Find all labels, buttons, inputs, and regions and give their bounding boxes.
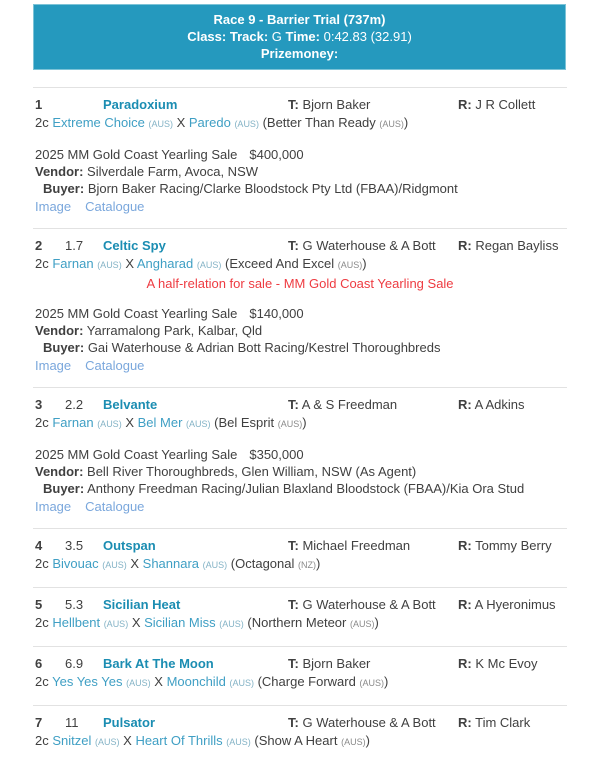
sale-price: $140,000: [249, 306, 304, 321]
rider-name: A Hyeronimus: [474, 597, 556, 612]
horse-name-link[interactable]: Celtic Spy: [103, 238, 166, 253]
entry-header-row: [35, 396, 565, 413]
horse-number: 5: [35, 597, 43, 612]
rider-name: Tommy Berry: [475, 538, 552, 553]
damsire-country-tag: (NZ): [298, 560, 317, 570]
sale-line: [35, 305, 565, 322]
damsire-country-tag: (AUS): [277, 419, 303, 429]
damsire: (Bel Esprit: [214, 415, 275, 430]
vendor-line: [35, 463, 565, 480]
sire-country-tag: (AUS): [97, 419, 122, 429]
horse-number: 6: [35, 656, 43, 671]
results-list: [33, 87, 567, 764]
dam-link[interactable]: Paredo: [188, 115, 231, 130]
age-sex: 2c: [35, 115, 49, 130]
rider-name: Regan Bayliss: [475, 238, 559, 253]
horse-margin: [65, 96, 103, 113]
dam-country-tag: (AUS): [229, 678, 254, 688]
age-sex: 2c: [35, 733, 49, 748]
rider-label: R:: [458, 656, 472, 671]
rider-label: R:: [458, 597, 472, 612]
horse-margin: 2.2: [65, 397, 84, 412]
vendor-name: Silverdale Farm, Avoca, NSW: [87, 164, 259, 179]
horse-name-link[interactable]: Paradoxium: [103, 97, 178, 112]
track-value: G: [271, 29, 282, 44]
damsire-country-tag: (AUS): [359, 678, 384, 688]
trainer-label: T:: [288, 538, 299, 553]
age-sex: 2c: [35, 556, 49, 571]
sale-name: 2025 MM Gold Coast Yearling Sale: [35, 447, 238, 462]
age-sex: 2c: [35, 415, 49, 430]
image-link[interactable]: Image: [35, 499, 72, 514]
horse-number: 3: [35, 397, 43, 412]
sire-link[interactable]: Farnan: [52, 415, 94, 430]
dam-link[interactable]: Sicilian Miss: [144, 615, 216, 630]
rider-name: A Adkins: [474, 397, 525, 412]
damsire-country-tag: (AUS): [379, 119, 404, 129]
time-value: 0:42.83 (32.91): [323, 29, 412, 44]
trainer-label: T:: [288, 715, 299, 730]
horse-entry: [33, 387, 567, 528]
horse-name-link[interactable]: Belvante: [103, 397, 158, 412]
damsire-close-paren: ): [302, 415, 307, 430]
vendor-line: [35, 163, 565, 180]
damsire-country-tag: (AUS): [341, 737, 366, 747]
age-sex: 2c: [35, 615, 49, 630]
trainer-cell: [288, 596, 458, 613]
horse-entry: [33, 646, 567, 705]
trainer-name: G Waterhouse & A Bott: [302, 597, 436, 612]
horse-name-link[interactable]: Outspan: [103, 538, 156, 553]
vendor-label: Vendor:: [35, 323, 84, 338]
trainer-cell: [288, 96, 458, 113]
entry-header-row: [35, 596, 565, 613]
trainer-name: A & S Freedman: [301, 397, 398, 412]
damsire-country-tag: (AUS): [337, 260, 363, 270]
rider-label: R:: [458, 397, 472, 412]
entry-header-row: [35, 714, 565, 731]
horse-entry: [33, 587, 567, 646]
buyer-label: Buyer:: [43, 481, 85, 496]
pedigree-line: [35, 732, 565, 751]
buyer-name: Anthony Freedman Racing/Julian Blaxland Bloodstock (FBAA)/Kia Ora Stud: [87, 481, 525, 496]
trainer-name: Michael Freedman: [302, 538, 411, 553]
horse-entry: [33, 87, 567, 228]
trainer-name: Bjorn Baker: [302, 656, 371, 671]
vendor-name: Bell River Thoroughbreds, Glen William, NSW (As Agent): [87, 464, 417, 479]
sire-link[interactable]: Farnan: [52, 256, 94, 271]
buyer-label: Buyer:: [43, 181, 85, 196]
sale-price: $350,000: [249, 447, 304, 462]
sire-link[interactable]: Yes Yes Yes: [52, 674, 123, 689]
trainer-cell: [288, 396, 458, 413]
sale-note-link[interactable]: A half-relation for sale - MM Gold Coast Yearling Sale: [146, 276, 454, 291]
horse-entry: [33, 705, 567, 764]
trainer-cell: [288, 714, 458, 731]
cross-separator: X: [130, 556, 140, 571]
dam-link[interactable]: Heart Of Thrills: [135, 733, 223, 748]
pedigree-line: [35, 614, 565, 633]
damsire: (Show A Heart: [254, 733, 338, 748]
sale-name: 2025 MM Gold Coast Yearling Sale: [35, 306, 238, 321]
sire-country-tag: (AUS): [148, 119, 173, 129]
age-sex: 2c: [35, 256, 49, 271]
image-link[interactable]: Image: [35, 199, 72, 214]
trainer-cell: [288, 537, 458, 554]
horse-name-link[interactable]: Pulsator: [103, 715, 156, 730]
damsire-close-paren: ): [316, 556, 321, 571]
document-links: [35, 498, 565, 515]
damsire: (Charge Forward: [257, 674, 356, 689]
buyer-line: [35, 480, 565, 497]
rider-label: R:: [458, 715, 472, 730]
rider-cell: [458, 396, 565, 413]
trainer-name: G Waterhouse & A Bott: [302, 715, 436, 730]
catalogue-link[interactable]: Catalogue: [85, 199, 145, 214]
dam-link[interactable]: Moonchild: [166, 674, 226, 689]
race-header-banner: [33, 4, 566, 70]
horse-margin: 11: [65, 715, 79, 730]
time-label: Time:: [285, 29, 320, 44]
sale-name: 2025 MM Gold Coast Yearling Sale: [35, 147, 238, 162]
entry-header-row: [35, 537, 565, 554]
trainer-label: T:: [288, 238, 299, 253]
rider-cell: [458, 714, 565, 731]
dam-country-tag: (AUS): [196, 260, 222, 270]
horse-number: 1: [35, 97, 43, 112]
cross-separator: X: [125, 415, 134, 430]
class-label: Class:: [187, 29, 227, 44]
damsire-country-tag: (AUS): [349, 619, 375, 629]
pedigree-line: [35, 673, 565, 692]
buyer-name: Bjorn Baker Racing/Clarke Bloodstock Pty Ltd (FBAA)/Ridgmont: [87, 181, 458, 196]
document-links: [35, 357, 565, 374]
vendor-label: Vendor:: [35, 464, 84, 479]
sale-price: $400,000: [249, 147, 304, 162]
rider-cell: [458, 237, 565, 254]
sire-link[interactable]: Hellbent: [52, 615, 101, 630]
sire-link[interactable]: Extreme Choice: [52, 115, 145, 130]
dam-link[interactable]: Shannara: [142, 556, 200, 571]
pedigree-line: [35, 414, 565, 433]
damsire-close-paren: ): [365, 733, 370, 748]
horse-margin: 1.7: [65, 238, 84, 253]
horse-name-link[interactable]: Bark At The Moon: [103, 656, 214, 671]
pedigree-line: [35, 114, 565, 133]
buyer-label: Buyer:: [43, 340, 85, 355]
trainer-name: Bjorn Baker: [302, 97, 371, 112]
rider-label: R:: [458, 97, 472, 112]
trainer-label: T:: [288, 97, 299, 112]
vendor-name: Yarramalong Park, Kalbar, Qld: [86, 323, 263, 338]
trainer-cell: [288, 237, 458, 254]
damsire: (Exceed And Excel: [225, 256, 335, 271]
damsire-close-paren: ): [374, 615, 379, 630]
horse-number: 7: [35, 715, 43, 730]
rider-name: K Mc Evoy: [475, 656, 538, 671]
cross-separator: X: [176, 115, 186, 130]
prizemoney-label: Prizemoney:: [260, 46, 339, 61]
dam-link[interactable]: Bel Mer: [137, 415, 183, 430]
dam-country-tag: (AUS): [186, 419, 211, 429]
sale-block: [35, 305, 565, 374]
rider-cell: [458, 96, 565, 113]
sire-link[interactable]: Snitzel: [52, 733, 92, 748]
horse-entry: [33, 528, 567, 587]
cross-separator: X: [131, 615, 141, 630]
trainer-name: G Waterhouse & A Bott: [302, 238, 436, 253]
rider-name: J R Collett: [475, 97, 536, 112]
damsire: (Better Than Ready: [262, 115, 376, 130]
buyer-line: [35, 339, 565, 356]
dam-link[interactable]: Angharad: [136, 256, 194, 271]
entry-header-row: [35, 96, 565, 113]
dam-country-tag: (AUS): [226, 737, 251, 747]
sale-block: [35, 146, 565, 215]
sire-country-tag: (AUS): [102, 560, 127, 570]
rider-label: R:: [458, 538, 472, 553]
sire-country-tag: (AUS): [126, 678, 151, 688]
track-label: Track:: [229, 29, 269, 44]
cross-separator: X: [125, 256, 134, 271]
sale-line: [35, 146, 565, 163]
race-title: Race 9 - Barrier Trial (737m): [213, 12, 386, 27]
sale-block: [35, 446, 565, 515]
dam-country-tag: (AUS): [202, 560, 228, 570]
buyer-line: [35, 180, 565, 197]
trainer-cell: [288, 655, 458, 672]
race-prizemoney: [38, 45, 561, 62]
horse-margin: 3.5: [65, 538, 84, 553]
entry-header-row: [35, 237, 565, 254]
rider-cell: [458, 537, 565, 554]
age-sex: 2c: [35, 674, 49, 689]
buyer-name: Gai Waterhouse & Adrian Bott Racing/Kestrel Thoroughbreds: [87, 340, 441, 355]
damsire-close-paren: ): [383, 674, 389, 689]
rider-name: Tim Clark: [475, 715, 531, 730]
cross-separator: X: [154, 674, 163, 689]
horse-number: 4: [35, 538, 43, 553]
pedigree-line: [35, 255, 565, 274]
rider-cell: [458, 596, 565, 613]
horse-margin: 5.3: [65, 597, 84, 612]
sire-country-tag: (AUS): [103, 619, 129, 629]
vendor-label: Vendor:: [35, 164, 84, 179]
sire-country-tag: (AUS): [97, 260, 122, 270]
catalogue-link[interactable]: Catalogue: [85, 499, 145, 514]
trainer-label: T:: [288, 656, 299, 671]
image-link[interactable]: Image: [35, 358, 72, 373]
horse-margin: 6.9: [65, 656, 84, 671]
vendor-line: [35, 322, 565, 339]
dam-country-tag: (AUS): [219, 619, 244, 629]
cross-separator: X: [123, 733, 132, 748]
trainer-label: T:: [288, 397, 299, 412]
sale-line: [35, 446, 565, 463]
catalogue-link[interactable]: Catalogue: [85, 358, 145, 373]
rider-label: R:: [458, 238, 472, 253]
horse-entry: [33, 228, 567, 387]
trainer-label: T:: [288, 597, 299, 612]
horse-number: 2: [35, 238, 43, 253]
rider-cell: [458, 655, 565, 672]
sire-link[interactable]: Bivouac: [52, 556, 99, 571]
race-class-track-time: [38, 28, 561, 45]
damsire-close-paren: ): [403, 115, 409, 130]
sire-country-tag: (AUS): [95, 737, 120, 747]
document-links: [35, 198, 565, 215]
damsire-close-paren: ): [362, 256, 367, 271]
pedigree-line: [35, 555, 565, 574]
entry-header-row: [35, 655, 565, 672]
horse-name-link[interactable]: Sicilian Heat: [103, 597, 181, 612]
damsire: (Octagonal: [230, 556, 295, 571]
dam-country-tag: (AUS): [234, 119, 259, 129]
damsire: (Northern Meteor: [247, 615, 347, 630]
